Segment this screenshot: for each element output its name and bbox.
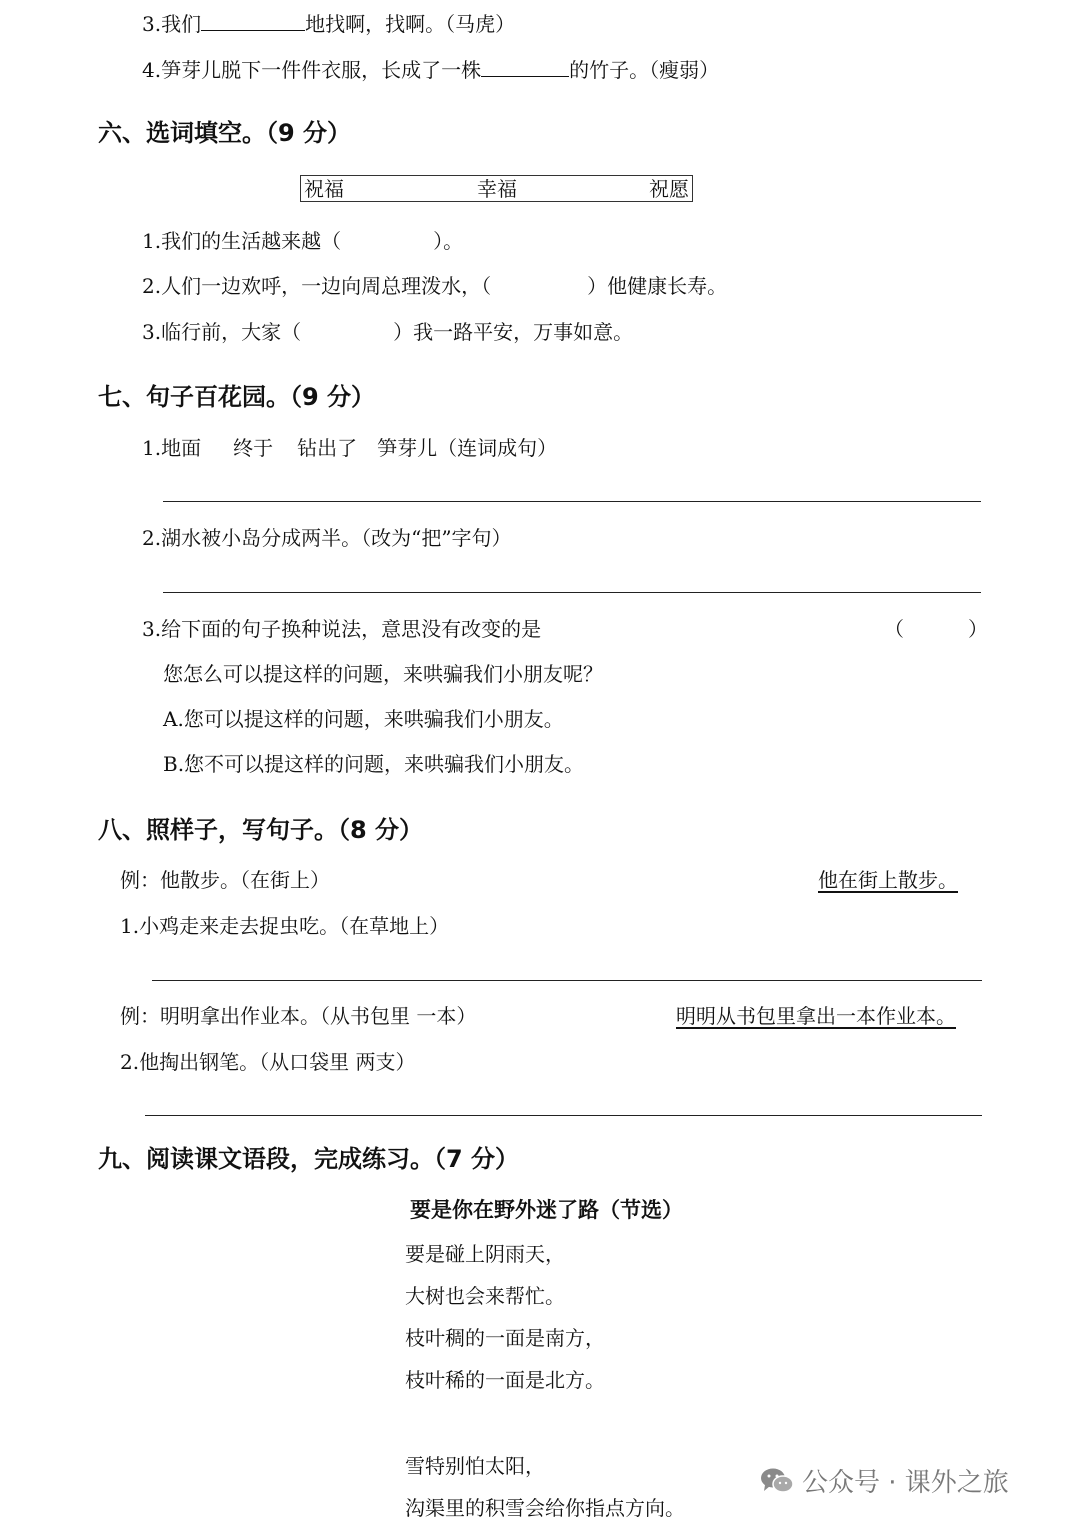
question-7-1 — [142, 436, 557, 460]
section-8-heading: 八、照样子，写句子。（8 分） — [98, 816, 424, 844]
question-text: ）。 — [433, 229, 464, 253]
word-item: 笋芽儿 — [377, 436, 438, 460]
word-item: 地面 — [161, 436, 202, 460]
question-text: ）我一路平安，万事如意。 — [393, 320, 634, 344]
option-b: B.您不可以提这样的问题，来哄骗我们小朋友。 — [163, 752, 585, 776]
poem-line: 枝叶稠的一面是南方， — [405, 1326, 605, 1350]
poem-line: 雪特别怕太阳， — [405, 1454, 545, 1478]
question-8-1: 1.小鸡走来走去捉虫吃。（在草地上） — [120, 914, 450, 938]
question-note: （连词成句） — [437, 436, 558, 460]
example-1-answer: 他在街上散步。 — [818, 868, 958, 892]
option-a: A.您可以提这样的问题，来哄骗我们小朋友。 — [163, 707, 564, 731]
wechat-icon — [760, 1467, 794, 1495]
answer-paren-close: ） — [968, 617, 988, 641]
question-text: 的竹子。（瘦弱） — [569, 58, 720, 82]
poem-line: 沟渠里的积雪会给你指点方向。 — [405, 1496, 685, 1520]
answer-line[interactable] — [152, 980, 982, 981]
question-5-3 — [142, 10, 515, 36]
watermark-text: 公众号 · 课外之旅 — [802, 1468, 1009, 1498]
question-text: 2.人们一边欢呼，一边向周总理泼水，（ — [142, 274, 492, 298]
question-number: 1. — [142, 436, 162, 460]
question-text: ）他健康长寿。 — [587, 274, 728, 298]
section-7-heading: 七、句子百花园。（9 分） — [98, 383, 376, 411]
answer-blank[interactable] — [481, 56, 569, 77]
poem-title: 要是你在野外迷了路（节选） — [410, 1198, 683, 1222]
answer-space[interactable] — [905, 615, 965, 643]
answer-blank[interactable] — [201, 10, 305, 31]
question-5-4 — [142, 56, 719, 82]
question-7-3: 3.给下面的句子换种说法，意思没有改变的是 — [142, 617, 542, 641]
answer-line[interactable] — [163, 501, 981, 502]
question-6-3 — [142, 320, 633, 344]
given-sentence: 您怎么可以提这样的问题，来哄骗我们小朋友呢？ — [163, 662, 603, 686]
word-item: 终于 — [233, 436, 274, 460]
answer-line[interactable] — [163, 592, 981, 593]
question-text: 1.我们的生活越来越（ — [142, 229, 342, 253]
question-note: （改为“把”字句） — [361, 526, 512, 550]
word-bank-item: 祝福 — [304, 177, 344, 201]
question-7-2 — [142, 526, 512, 550]
poem-line: 要是碰上阴雨天， — [405, 1242, 565, 1266]
question-text: 2.湖水被小岛分成两半。 — [142, 526, 362, 550]
question-6-2 — [142, 274, 727, 298]
question-text: 4.笋芽儿脱下一件件衣服，长成了一株 — [142, 58, 482, 82]
question-6-1 — [142, 229, 463, 253]
question-text: 3.我们 — [142, 12, 202, 36]
poem-line: 大树也会来帮忙。 — [405, 1284, 565, 1308]
section-6-heading: 六、选词填空。（9 分） — [98, 119, 352, 147]
example-2-answer: 明明从书包里拿出一本作业本。 — [676, 1004, 956, 1028]
answer-paren-open: （ — [884, 617, 904, 641]
question-text: 3.临行前，大家（ — [142, 320, 302, 344]
example-1: 例：他散步。（在街上） — [120, 868, 330, 892]
question-text: 地找啊，找啊。（马虎） — [305, 12, 516, 36]
section-9-heading: 九、阅读课文语段，完成练习。（7 分） — [98, 1145, 520, 1173]
poem-line: 枝叶稀的一面是北方。 — [405, 1368, 605, 1392]
word-item: 钻出了 — [297, 436, 358, 460]
example-2: 例：明明拿出作业本。（从书包里 一本） — [120, 1004, 477, 1028]
question-8-2: 2.他掏出钢笔。（从口袋里 两支） — [120, 1050, 416, 1074]
word-bank-box — [300, 175, 693, 202]
word-bank-item: 祝愿 — [649, 177, 689, 201]
answer-line[interactable] — [145, 1115, 982, 1116]
word-bank-item: 幸福 — [477, 177, 517, 201]
watermark — [760, 1462, 1009, 1499]
